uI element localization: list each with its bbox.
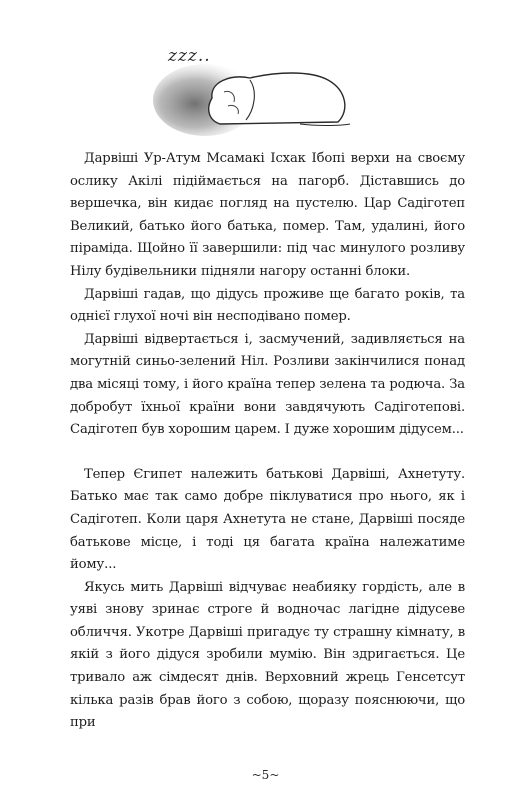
paragraph-gap [70,442,465,464]
page-number: ~5~ [251,768,280,782]
paragraph-5: Якусь мить Дарвіші відчуває неабияку гордість, але в уяві знову зринає строге й водночас лагідне дідусеве обличчя. Укотре Дарвіші пригадує ту страшну кімнату, в якій з його дідуся зробили мумію. Він здригається. Це тривало аж сімдесят днів. Верховний жрець Генсетсут кілька разів брав його з собою, щоразу пояснюючи, що при [70,579,465,731]
paragraph-4: Тепер Єгипет належить батькові Дарвіші, Ахнетуту. Батько має так само добре піклуватися про нього, як і Садіготеп. Коли царя Ахнетута не стане, Дарвіші посяде батькове місце, і тоді ця багата країна належатиме йому... [70,466,465,573]
paragraph-3: Дарвіші відвертається і, засмучений, задивляється на могутній синьо-зелений Ніл. Розливи закінчилися понад два місяці тому, і його країна тепер зелена та родюча. За добробут їхньої країни вони завдячують Садіготепові. Садіготеп був хорошим царем. І дуже хорошим дідусем... [70,331,465,438]
paragraph-2: Дарвіші гадав, що дідусь проживе ще багато років, та однієї глухої ночі він несподівано помер. [70,286,465,325]
sleeping-figure-illustration [150,40,365,140]
sleep-zzz-text: zzz.. [168,46,211,66]
story-text-block [70,148,465,735]
paragraph-1: Дарвіші Ур-Атум Мсамакі Ісхак Ібопі верхи на своєму ослику Акілі підіймається на пагорб. Діставшись до вершечка, він кидає погляд на пустелю. Цар Садіготеп Великий, батько його батька, помер. Там, удалині, його піраміда. Щойно її завершили: під час минулого розливу Нілу будівельники підняли нагору останні блоки. [70,151,465,279]
